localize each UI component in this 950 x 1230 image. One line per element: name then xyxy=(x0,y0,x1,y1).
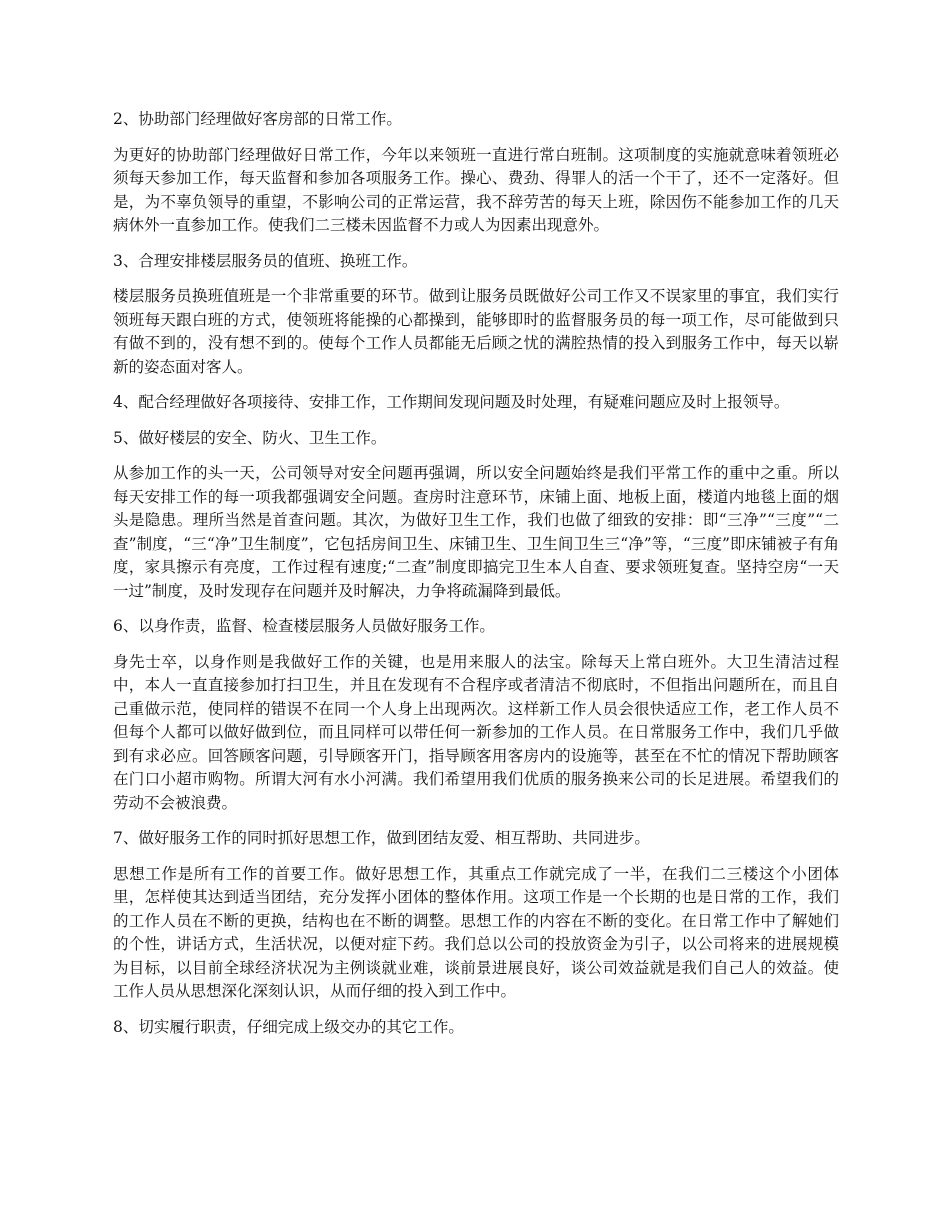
section-3-body: 楼层服务员换班值班是一个非常重要的环节。做到让服务员既做好公司工作又不误家里的事宜，我们实行领班每天跟白班的方式，使领班将能操的心都操到，能够即时的监督服务员的每一项工作，尽可能做到只有做不到的，没有想不到的。使每个工作人员都能无后顾之忧的满腔热情的投入到服务工作中，每天以崭新的姿态面对客人。 xyxy=(113,287,839,376)
section-8-heading: 8、切实履行职责，仔细完成上级交办的其它工作。 xyxy=(113,1017,464,1036)
section-7-heading: 7、做好服务工作的同时抓好思想工作，做到团结友爱、相互帮助、共同进步。 xyxy=(113,829,650,847)
document-page xyxy=(113,108,839,1051)
section-6-heading: 6、以身作责，监督、检查楼层服务人员做好服务工作。 xyxy=(113,617,495,635)
section-6-body: 身先士卒，以身作则是我做好工作的关键，也是用来服人的法宝。除每天上常白班外。大卫生清洁过程中，本人一直直接参加打扫卫生，并且在发现有不合程序或者清洁不彻底时，不但指出问题所在，而且自己重做示范，使同样的错误不在同一个人身上出现两次。这样新工作人员会很快适应工作，老工作人员不但每个人都可以做好做到位，而且同样可以带任何一新参加的工作人员。在日常服务工作中，我们几乎做到有求必应。回答顾客问题，引导顾客开门，指导顾客用客房内的设施等，甚至在不忙的情况下帮助顾客在门口小超市购物。所谓大河有水小河满。我们希望用我们优质的服务换来公司的长足进展。希望我们的劳动不会被浪费。 xyxy=(113,652,839,812)
section-3-heading: 3、合理安排楼层服务员的值班、换班工作。 xyxy=(113,251,418,270)
section-4-heading: 4、配合经理做好各项接待、安排工作，工作期间发现问题及时处理，有疑难问题应及时上报领导。 xyxy=(113,393,790,411)
section-5-body: 从参加工作的头一天，公司领导对安全问题再强调，所以安全问题始终是我们平常工作的重中之重。所以每天安排工作的每一项我都强调安全问题。查房时注意环节，床铺上面、地板上面，楼道内地毯上面的烟头是隐患。理所当然是首查问题。其次，为做好卫生工作，我们也做了细致的安排：即“三净”“三度”“二查”制度，“三“净”卫生制度”，它包括房间卫生、床铺卫生、卫生间卫生三“净”等，“三度”即床铺被子有角度，家具擦示有亮度，工作过程有速度;“二查”制度即搞完卫生本人自查、要求领班复查。坚持空房“一天一过”制度，及时发现存在问题并及时解决，力争将疏漏降到最低。 xyxy=(113,464,839,600)
section-2-heading: 2、协助部门经理做好客房部的日常工作。 xyxy=(113,110,402,128)
section-2-body: 为更好的协助部门经理做好日常工作，今年以来领班一直进行常白班制。这项制度的实施就意味着领班必须每天参加工作，每天监督和参加各项服务工作。操心、费劲、得罪人的活一个干了，还不一定落好。但是，为不辜负领导的重望，不影响公司的正常运营，我不辞劳苦的每天上班，除因伤不能参加工作的几天病休外一直参加工作。使我们二三楼未因监督不力或人为因素出现意外。 xyxy=(113,145,839,234)
section-7-body: 思想工作是所有工作的首要工作。做好思想工作，其重点工作就完成了一半，在我们二三楼这个小团体里，怎样使其达到适当团结，充分发挥小团体的整体作用。这项工作是一个长期的也是日常的工作，我们的工作人员在不断的更换，结构也在不断的调整。思想工作的内容在不断的变化。在日常工作中了解她们的个性，讲话方式，生活状况，以便对症下药。我们总以公司的投放资金为引子，以公司将来的进展规模为目标，以目前全球经济状况为主例谈就业难，谈前景进展良好，谈公司效益就是我们自己人的效益。使工作人员从思想深化深刻认识，从而仔细的投入到工作中。 xyxy=(113,864,839,1000)
section-5-heading: 5、做好楼层的安全、防火、卫生工作。 xyxy=(113,428,387,447)
